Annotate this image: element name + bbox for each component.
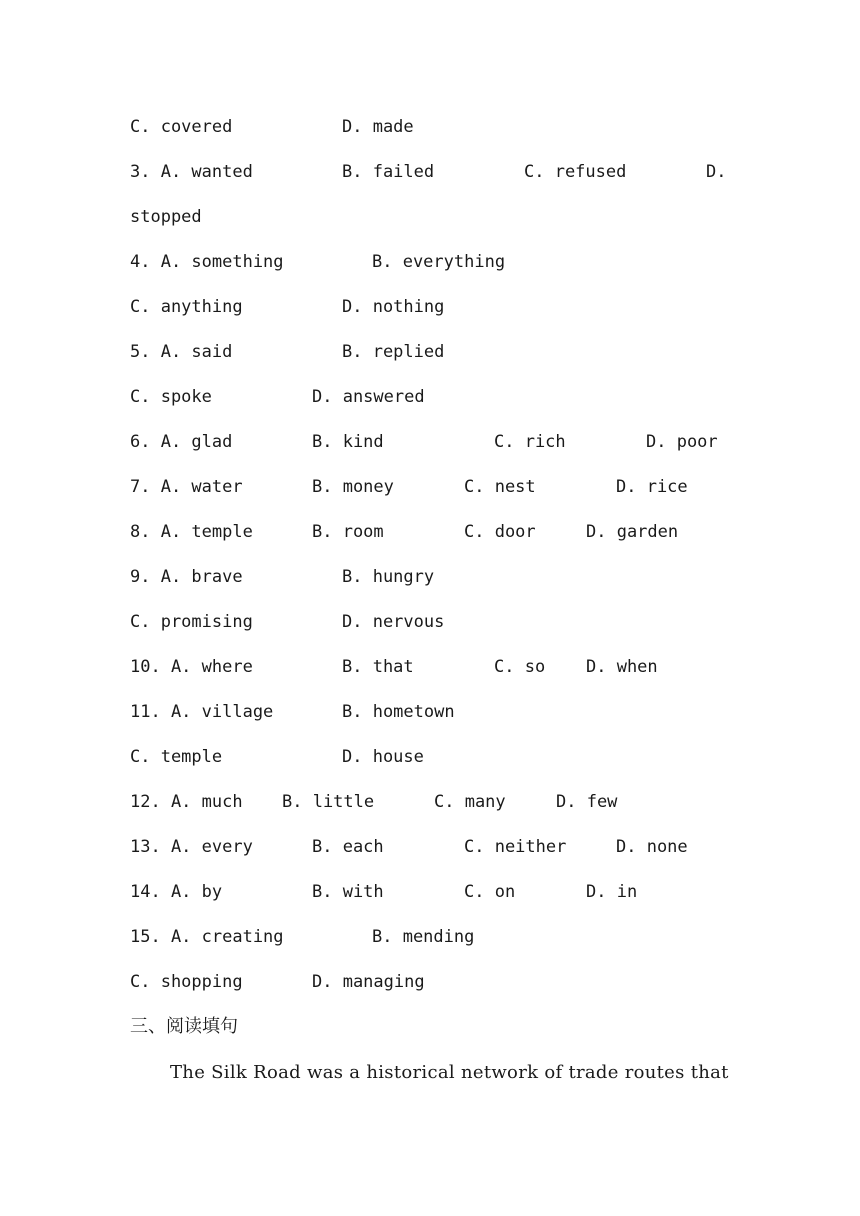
question-line: [0, 700, 455, 724]
option-text: D. house: [342, 747, 424, 767]
option-text: 9. A. brave: [130, 567, 243, 587]
option-text: 12. A. much: [130, 792, 243, 812]
option-text: C. door: [464, 522, 536, 542]
option-text: 6. A. glad: [130, 432, 233, 452]
option-text: B. that: [342, 657, 414, 677]
question-line: [0, 475, 688, 499]
option-text: C. spoke: [130, 387, 212, 407]
option-text: D. poor: [646, 432, 718, 452]
option-text: B. replied: [342, 342, 445, 362]
option-text: 11. A. village: [130, 702, 274, 722]
option-text: B. each: [312, 837, 384, 857]
option-text: D. answered: [312, 387, 425, 407]
question-line: [0, 880, 638, 904]
option-text: B. everything: [372, 252, 506, 272]
option-text: 13. A. every: [130, 837, 253, 857]
question-line: [0, 520, 679, 544]
option-text: B. room: [312, 522, 384, 542]
option-text: 3. A. wanted: [130, 162, 253, 182]
option-text: C. nest: [464, 477, 536, 497]
option-text: 15. A. creating: [130, 927, 284, 947]
option-text: C. so: [494, 657, 546, 677]
option-text: C. neither: [464, 837, 567, 857]
option-text: 5. A. said: [130, 342, 233, 362]
passage-text: The Silk Road was a historical network of trade routes that: [170, 1062, 729, 1083]
question-line: [0, 655, 658, 679]
option-line: [0, 745, 424, 769]
option-text: B. little: [282, 792, 375, 812]
option-text: D.: [706, 162, 727, 182]
option-text: C. covered: [130, 117, 233, 137]
option-text: D. made: [342, 117, 414, 137]
option-line: [0, 205, 202, 229]
question-line: [0, 790, 618, 814]
option-text: B. with: [312, 882, 384, 902]
option-line: [0, 385, 425, 409]
option-text: C. on: [464, 882, 516, 902]
option-text: D. few: [556, 792, 618, 812]
question-line: [0, 925, 475, 949]
question-line: [0, 250, 506, 274]
question-line: [0, 835, 688, 859]
option-text: C. rich: [494, 432, 566, 452]
option-text: D. managing: [312, 972, 425, 992]
question-line: [0, 565, 435, 589]
option-text: D. nothing: [342, 297, 445, 317]
question-line: [0, 160, 727, 184]
option-text: C. many: [434, 792, 506, 812]
option-line: [0, 295, 445, 319]
option-line: [0, 970, 425, 994]
section-heading: 三、阅读填句: [130, 1016, 238, 1037]
option-text: B. kind: [312, 432, 384, 452]
option-text: D. garden: [586, 522, 679, 542]
option-line: [0, 115, 414, 139]
option-text: C. shopping: [130, 972, 243, 992]
option-text: D. when: [586, 657, 658, 677]
option-line: [0, 610, 445, 634]
option-text: 14. A. by: [130, 882, 223, 902]
option-text: stopped: [130, 207, 202, 227]
option-text: D. nervous: [342, 612, 445, 632]
option-text: C. temple: [130, 747, 223, 767]
option-text: 10. A. where: [130, 657, 253, 677]
option-text: B. mending: [372, 927, 475, 947]
option-text: 7. A. water: [130, 477, 243, 497]
option-text: C. anything: [130, 297, 243, 317]
option-text: C. promising: [130, 612, 253, 632]
option-text: B. hometown: [342, 702, 455, 722]
option-text: B. hungry: [342, 567, 435, 587]
option-text: 8. A. temple: [130, 522, 253, 542]
option-text: D. in: [586, 882, 638, 902]
option-text: D. none: [616, 837, 688, 857]
question-line: [0, 340, 445, 364]
question-line: [0, 430, 718, 454]
option-text: 4. A. something: [130, 252, 284, 272]
option-text: B. money: [312, 477, 394, 497]
option-text: C. refused: [524, 162, 627, 182]
option-text: B. failed: [342, 162, 435, 182]
option-text: D. rice: [616, 477, 688, 497]
